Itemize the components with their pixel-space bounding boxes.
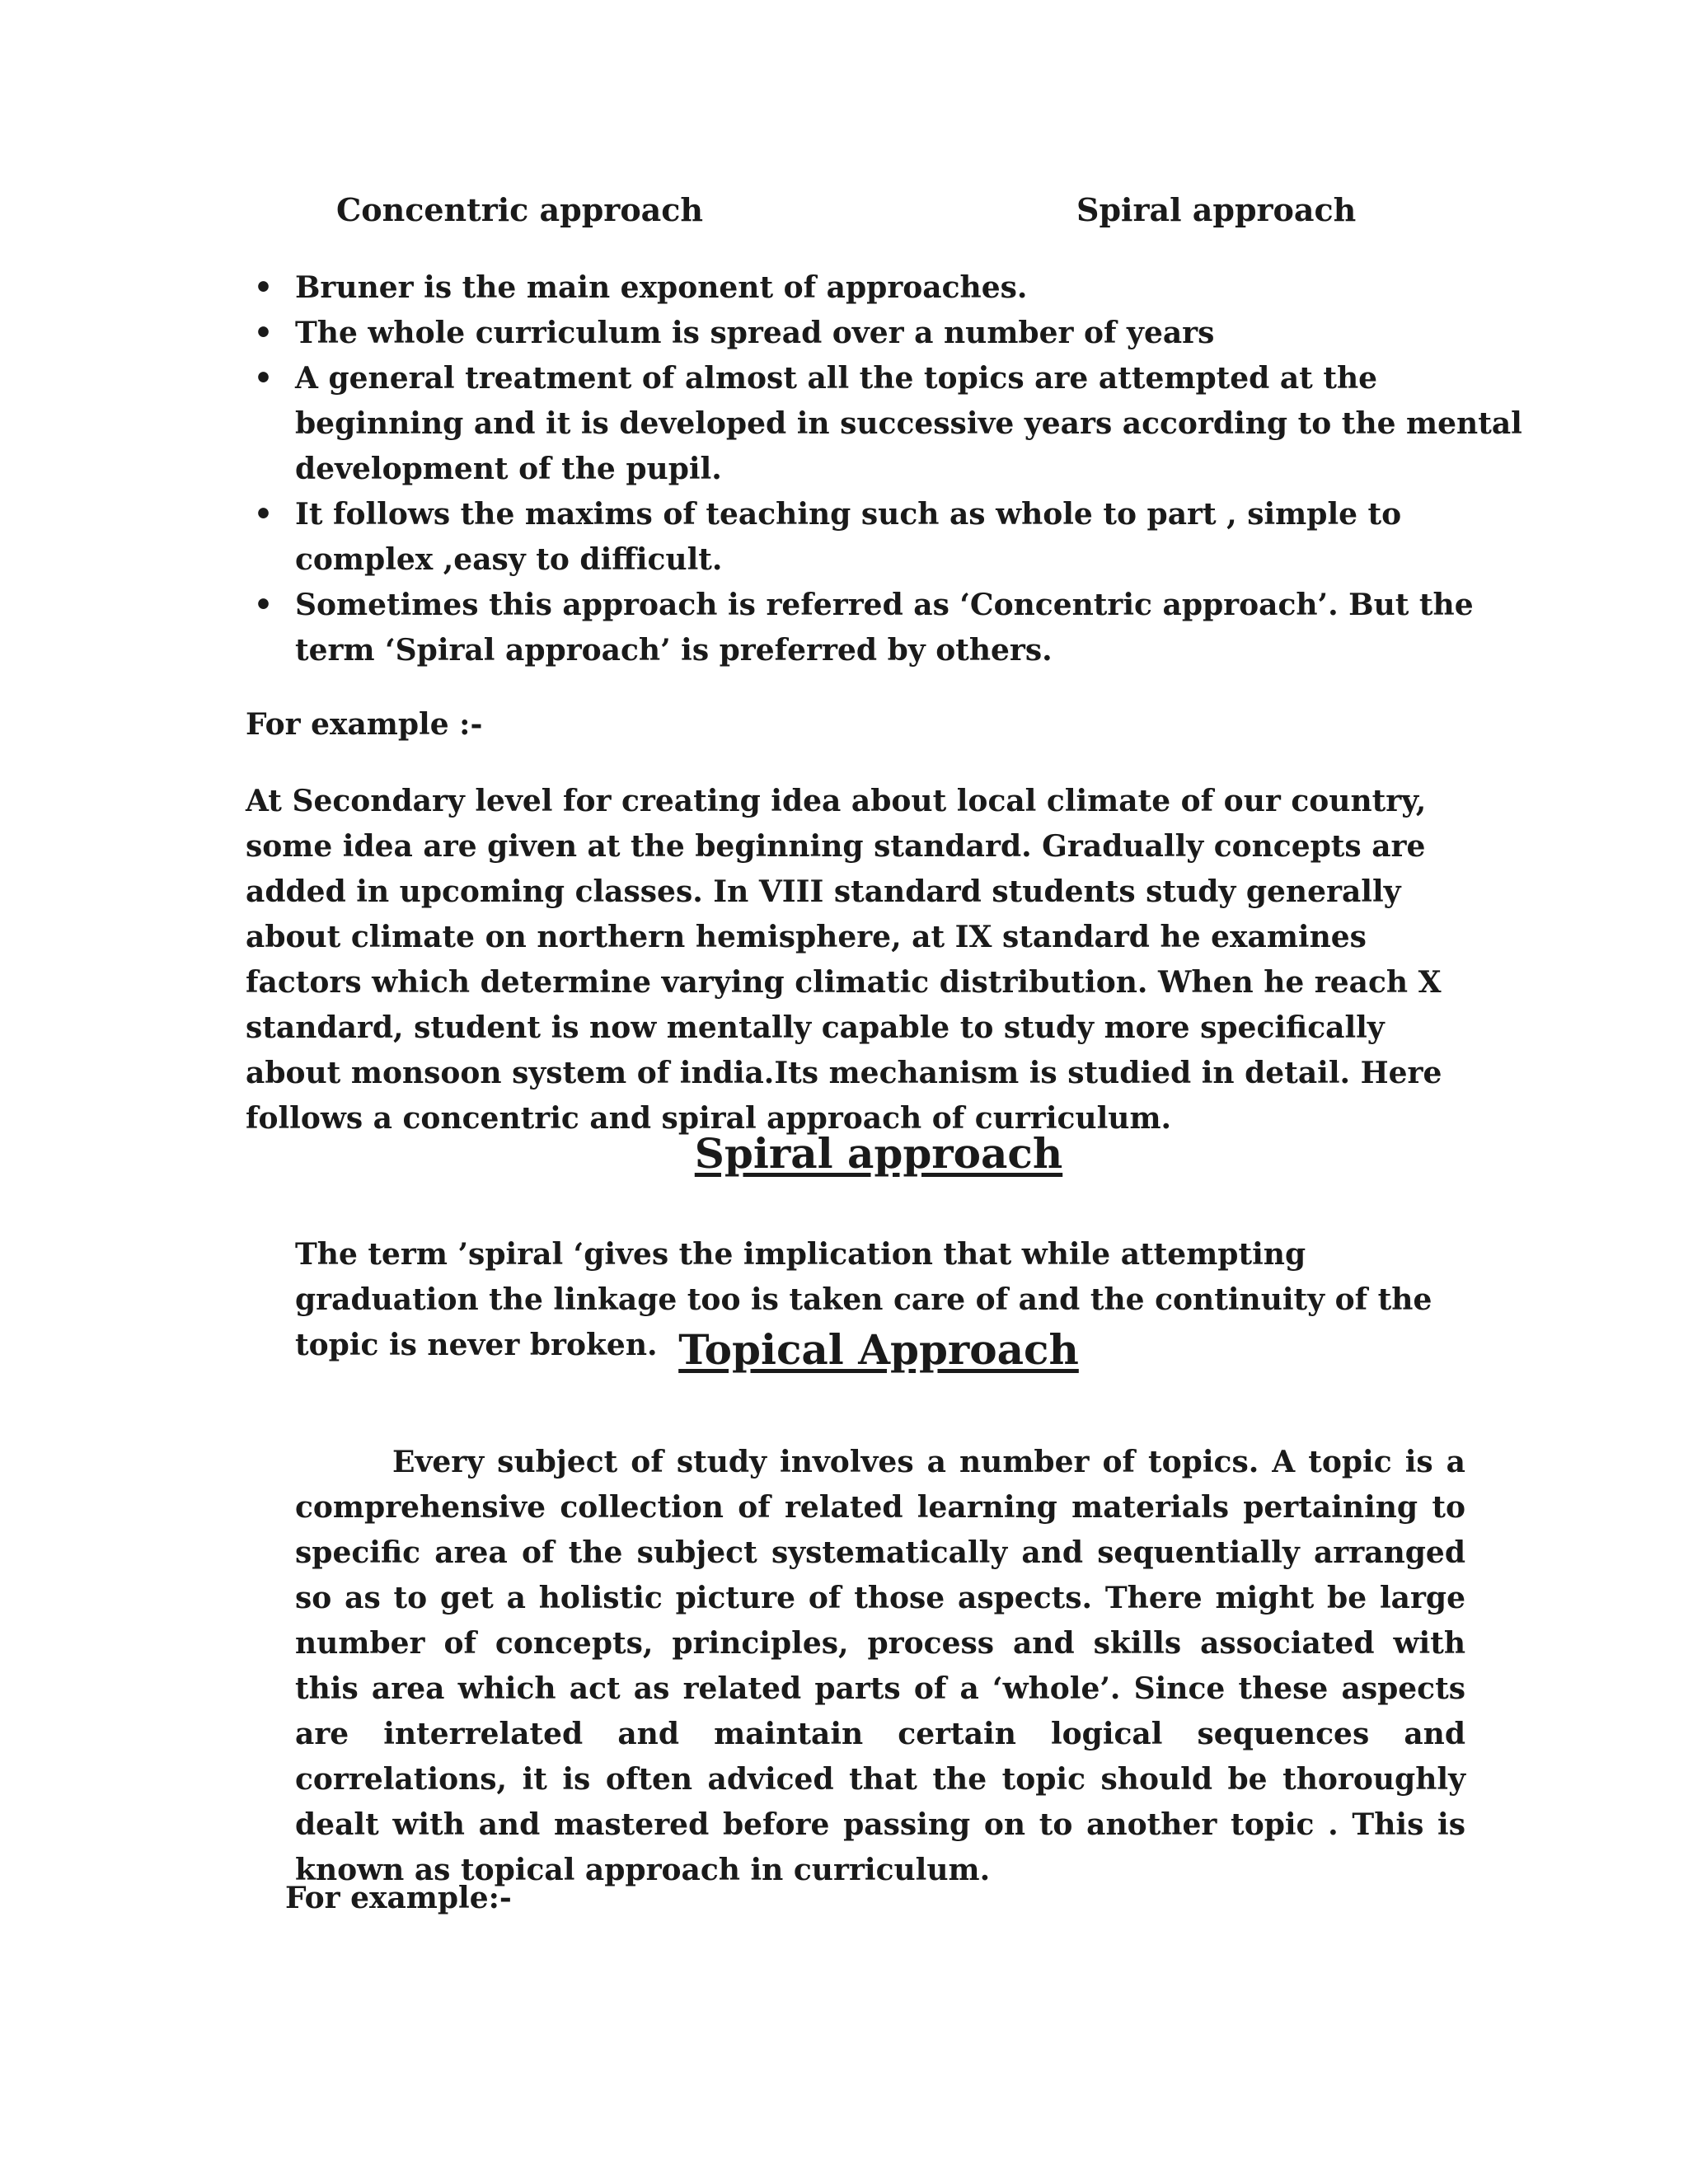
spiral-approach-text: The term ’spiral ‘gives the implication that while attempting graduation the linkage too is taken care of and the continuity of the topic is never broken. (295, 1237, 1432, 1362)
topical-approach-heading: Topical Approach (678, 1325, 1079, 1374)
topical-approach-text: Every subject of study involves a number of topics. A topic is a comprehensive collection of related learning materials pertaining to specific area of the subject systematically and sequentially arranged so as to get a holistic picture of those aspects. There might be large number of concepts, principles, process and skills associated with this area which act as related parts of a ‘whole’. Since these aspects are interrelated and maintain certain logical sequences and correlations, it is often adviced that the topic should be thoroughly dealt with and mastered before passing on to another topic . This is known as topical approach in curriculum. (295, 1445, 1465, 1887)
bullet-item: • A general treatment of almost all the topics are attempted at the beginning and it is developed in successive years according to the mental development of the pupil. (295, 356, 1531, 492)
spiral-approach-heading: Spiral approach (694, 1129, 1063, 1178)
bullet-item: • It follows the maxims of teaching such as whole to part , simple to complex ,easy to difficult. (295, 492, 1531, 583)
bullet-item: • Sometimes this approach is referred as ‘Concentric approach’. But the term ‘Spiral approach’ is preferred by others. (295, 583, 1531, 673)
bullet-item: • Bruner is the main exponent of approaches. (295, 265, 1531, 311)
example-paragraph: At Secondary level for creating idea about local climate of our country, some idea are given at the beginning standard. Gradually concepts are added in upcoming classes. In VIII standard students study generally about climate on northern hemisphere, at IX standard he examines factors which determine varying climatic distribution. When he reach X standard, student is now mentally capable to study more specifically about monsoon system of india.Its mechanism is studied in detail. Here follows a concentric and spiral approach of curriculum. (246, 784, 1442, 1136)
bullet-list (247, 265, 1531, 673)
spiral-approach-title: Spiral approach (1076, 191, 1357, 228)
for-example-label-2: For example:- (285, 1881, 512, 1915)
bullet-item: • The whole curriculum is spread over a number of years (295, 311, 1531, 356)
concentric-approach-title: Concentric approach (336, 191, 704, 228)
for-example-label: For example :- (246, 707, 483, 742)
